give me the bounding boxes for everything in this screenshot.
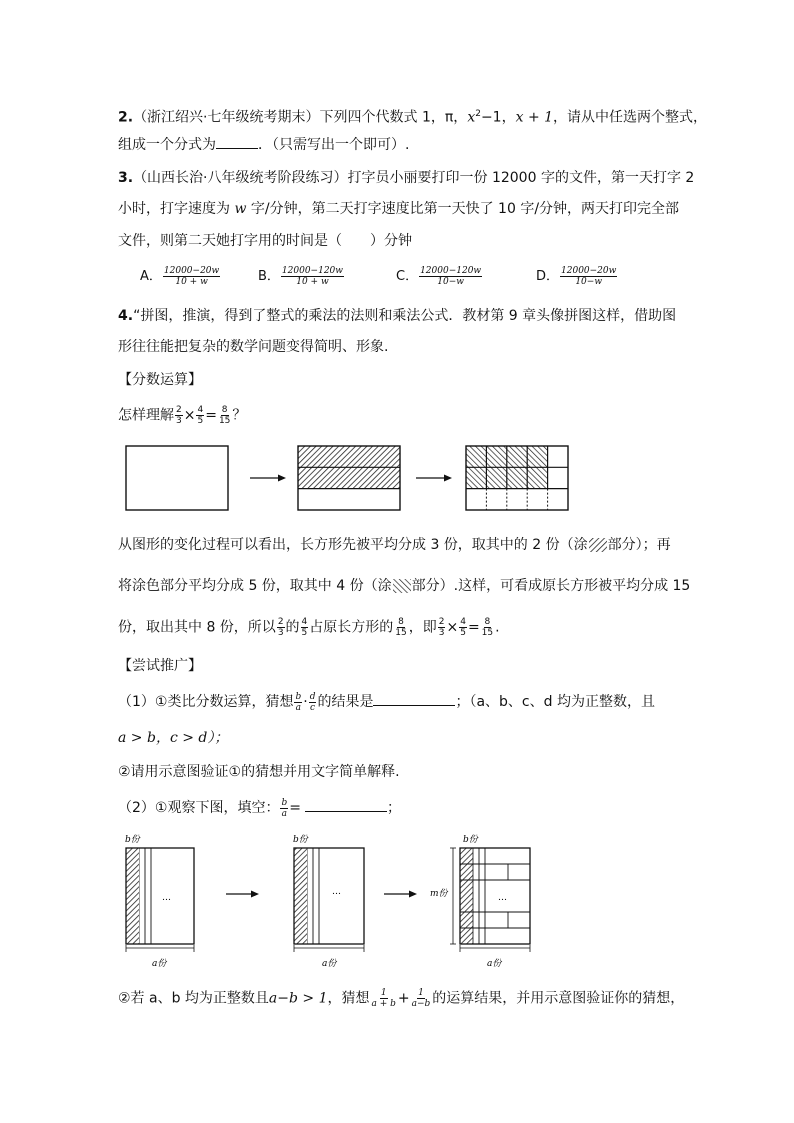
q3-text-2a: 小时，打字速度为 — [118, 201, 235, 217]
q2-text-2a: 组成一个分式为 — [118, 137, 216, 153]
option-label: B． — [258, 269, 280, 284]
last-line — [118, 988, 684, 1009]
option-numerator: 12000−20w — [561, 266, 617, 276]
period: . — [495, 619, 500, 636]
frac-den: 15 — [481, 628, 494, 638]
s1-text-2: ②请用示意图验证①的猜想并用文字简单解释. — [118, 764, 400, 780]
s1-answer-blank[interactable] — [373, 691, 455, 706]
q4-text-1: “拼图，推演，得到了整式的乘法的法则和乘法公式．教材第 9 章头像拼图这样，借助图 — [133, 308, 677, 324]
s2-text-c: ； — [386, 800, 401, 816]
q4-line1 — [118, 306, 676, 326]
equals-sign: = — [289, 800, 301, 816]
explain-text-3b: 占原长方形的 — [309, 619, 394, 636]
option-label: D． — [536, 269, 560, 284]
frac-den: 15 — [218, 416, 231, 426]
frac-den: c — [310, 702, 316, 713]
s1-line3 — [118, 762, 400, 782]
q4-text-2: 形往往能把复杂的数学问题变得简明、形象. — [118, 339, 389, 355]
of-text: 的 — [285, 619, 300, 636]
fig-b-label: b份 — [125, 835, 140, 845]
ab-figure — [118, 828, 558, 974]
q2-line2 — [118, 134, 409, 155]
fig-a-label: a份 — [152, 959, 167, 969]
option-numerator: 12000−20w — [163, 266, 220, 276]
q3-line1 — [118, 168, 694, 188]
middot: · — [303, 694, 308, 710]
q2-source: （浙江绍兴·七年级统考期末） — [133, 109, 320, 126]
frac-den: 15 — [395, 628, 407, 638]
last-text-b: ，猜想 — [327, 990, 370, 1007]
frac-num: 1 — [418, 988, 424, 998]
option-numerator: 12000−120w — [420, 266, 482, 276]
frac-num: 2 — [277, 617, 284, 627]
q2-text: 下列四个代数式 1，π， — [319, 109, 468, 126]
q4-line2 — [118, 337, 388, 357]
frac-num: 2 — [176, 405, 182, 415]
frac-num: 4 — [460, 617, 466, 627]
explain-text-2b: 部分）.这样，可看成原长方形被平均分成 15 — [411, 578, 691, 594]
last-condition: a−b > 1 — [268, 990, 328, 1007]
hatch-swatch-icon — [588, 537, 608, 553]
frac-den: 3 — [277, 628, 284, 638]
frac-den: 5 — [301, 628, 308, 638]
frac-num: 8 — [398, 617, 404, 627]
q3-option-c[interactable] — [396, 266, 483, 287]
q2-x: x — [467, 109, 476, 126]
explain-text-1b: 部分）；再 — [607, 537, 671, 553]
explain-text-1a: 从图形的变化过程可以看出，长方形先被平均分成 3 份，取其中的 2 份（涂 — [118, 537, 588, 553]
q3-text-1: 打字员小丽要打印一份 12000 字的文件，第一天打字 2 — [347, 170, 695, 186]
explain-text-3a: 份，取出其中 8 份，所以 — [118, 619, 276, 636]
frac-num: b — [281, 797, 288, 808]
section-try — [118, 656, 202, 676]
fig-m-label: m份 — [430, 889, 448, 899]
how-text: 怎样理解 — [118, 407, 174, 424]
section-title-try: 【尝试推广】 — [118, 658, 202, 674]
frac-den: a — [295, 702, 302, 713]
s1-text-c: ；（a、b、c、d 均为正整数，且 — [455, 694, 655, 710]
q2-line1 — [118, 104, 707, 128]
q3-option-d[interactable] — [536, 266, 618, 287]
equals-sign: = — [467, 619, 480, 636]
hatch-swatch-2-icon — [392, 578, 412, 594]
frac-num: 1 — [380, 988, 387, 998]
fig-a-label: a份 — [487, 959, 502, 969]
figure-arrow-2 — [416, 475, 452, 482]
frac-den: 5 — [460, 628, 466, 638]
section-fraction — [118, 370, 202, 390]
option-label: A． — [140, 269, 162, 284]
option-denominator: 10 + w — [296, 277, 329, 287]
q2-number: 2. — [118, 109, 134, 126]
s1-text-a: （1）①类比分数运算，猜想 — [118, 694, 294, 710]
q3-text-2b: 字/分钟，第二天打字速度比第一天快了 10 字/分钟，两天打印完全部 — [246, 201, 680, 217]
option-denominator: 10−w — [437, 277, 464, 287]
frac-num: 4 — [301, 617, 308, 627]
frac-den: 3 — [176, 416, 182, 426]
q2-answer-blank[interactable] — [216, 134, 258, 149]
fig-a-label: a份 — [322, 959, 337, 969]
frac-num: 4 — [197, 405, 204, 415]
q3-line3 — [118, 231, 412, 251]
frac-num: 8 — [484, 617, 491, 627]
q3-line2 — [118, 199, 679, 219]
q3-option-a[interactable] — [140, 266, 221, 287]
figure-rect-plain — [126, 446, 228, 510]
s2-text-a: （2）①观察下图，填空： — [118, 800, 280, 816]
fig-ellipsis: … — [498, 893, 507, 903]
frac-den: 3 — [438, 628, 445, 638]
explain-line1 — [118, 535, 671, 555]
ie-text: ，即 — [408, 619, 437, 636]
s2-answer-blank[interactable] — [305, 797, 387, 812]
q2-text-b: ，请从中任选两个整式， — [553, 109, 708, 126]
q2-minus-one: −1， — [480, 109, 516, 126]
q3-number: 3. — [118, 170, 134, 186]
s1-line2 — [118, 728, 228, 748]
how-to-understand — [118, 405, 246, 426]
q4-number: 4. — [118, 308, 134, 324]
explain-line2 — [118, 576, 690, 596]
q2-square: 2 — [475, 109, 481, 119]
s1-text-b: 的结果是 — [317, 694, 374, 710]
option-denominator: 10−w — [575, 277, 603, 287]
last-text-a: ②若 a、b 均为正整数且 — [118, 990, 269, 1007]
q3-option-b[interactable] — [258, 266, 345, 287]
equals-sign: = — [205, 407, 217, 424]
figure-rect-thirds — [298, 446, 400, 510]
fig-ellipsis: … — [162, 893, 171, 903]
frac-num: 8 — [221, 405, 228, 415]
frac-num: d — [309, 691, 316, 702]
plus-sign: + — [397, 990, 410, 1007]
explain-text-2a: 将涂色部分平均分成 5 份，取其中 4 份（涂 — [118, 578, 392, 594]
s1-condition: a > b，c > d）； — [118, 730, 229, 746]
q3-w: w — [234, 201, 247, 217]
figure-rect-fifteenths — [466, 446, 568, 510]
times-sign: × — [446, 619, 459, 636]
ab-fig-arrow-2 — [384, 891, 417, 898]
times-sign: × — [183, 407, 196, 424]
fig-ellipsis: … — [332, 887, 341, 897]
s2-line1 — [118, 797, 401, 819]
explain-line3 — [118, 617, 500, 638]
frac-den: a — [281, 808, 288, 819]
figure-arrow-1 — [250, 475, 286, 482]
q3-source: （山西长治·八年级统考阶段练习） — [133, 170, 348, 186]
option-denominator: 10 + w — [175, 277, 208, 287]
frac-den: a−b — [411, 999, 431, 1009]
q3-text-3: 文件，则第二天她打字用的时间是（ ）分钟 — [118, 233, 412, 249]
q2-x-plus-1: x + 1 — [515, 109, 554, 126]
frac-den: a + b — [371, 999, 396, 1009]
option-numerator: 12000−120w — [281, 266, 343, 276]
ab-fig-panel-3 — [430, 834, 530, 969]
ab-fig-panel-1 — [125, 834, 194, 969]
frac-den: 5 — [197, 416, 204, 426]
last-text-c: 的运算结果，并用示意图验证你的猜想， — [432, 990, 685, 1007]
question-mark: ？ — [232, 407, 247, 424]
frac-num: b — [295, 691, 302, 702]
fig-b-label: b份 — [293, 835, 308, 845]
ab-fig-panel-2 — [293, 834, 364, 969]
ab-fig-arrow-1 — [226, 891, 259, 898]
s1-line1 — [118, 691, 655, 713]
fig-b-label: b份 — [463, 835, 478, 845]
option-label: C． — [396, 269, 419, 284]
frac-num: 2 — [438, 617, 445, 627]
q2-text-2b: ．（只需写出一个即可）. — [258, 137, 410, 153]
fraction-figure — [118, 440, 588, 515]
section-title-fraction: 【分数运算】 — [118, 372, 202, 388]
